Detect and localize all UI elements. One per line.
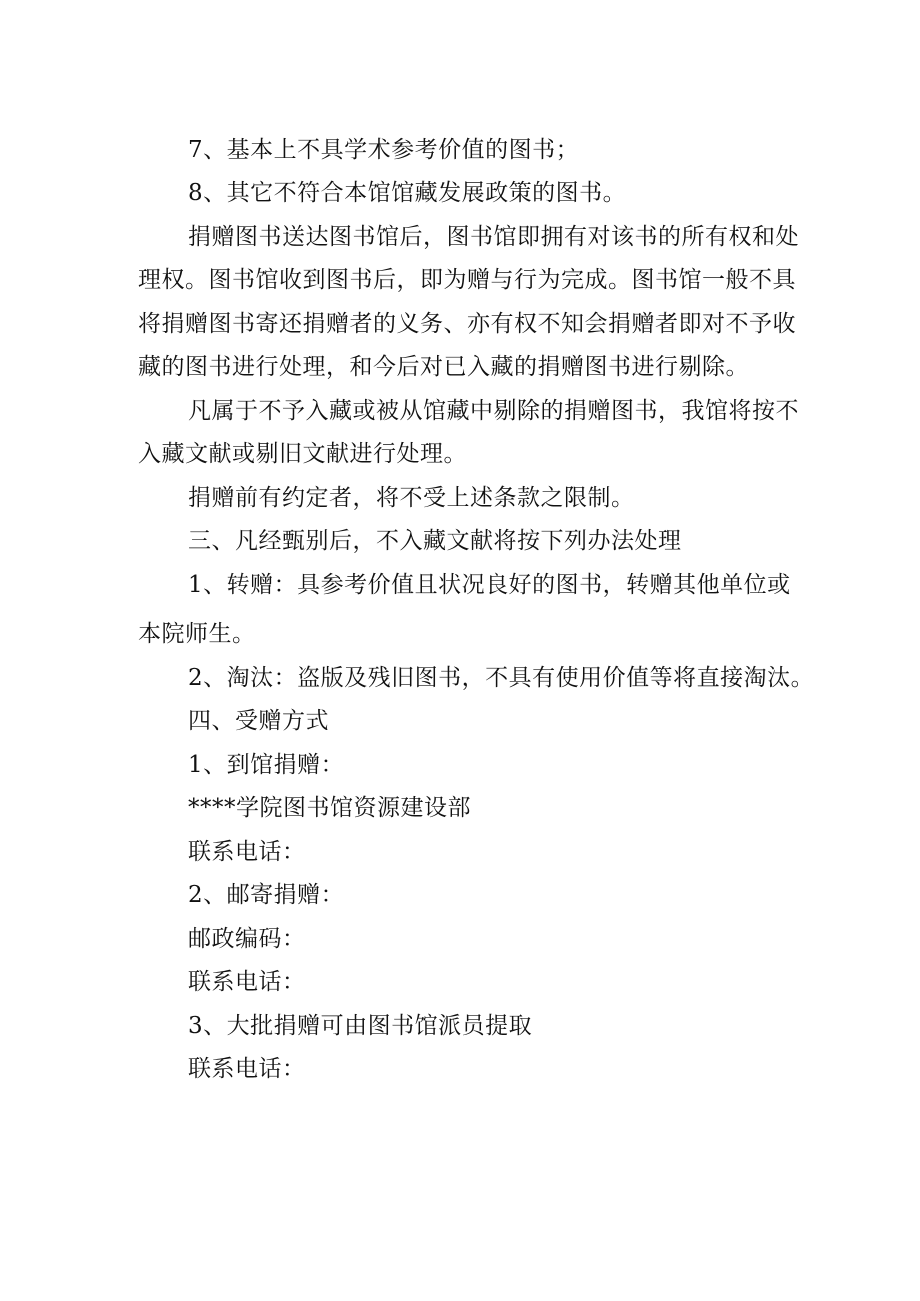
text-line: 邮政编码： [188, 926, 306, 952]
text-line: 1、到馆捐赠： [188, 752, 345, 778]
paragraph-line: 本院师生。 [138, 621, 256, 647]
text-line: 3、大批捐赠可由图书馆派员提取 [188, 1013, 533, 1039]
section-heading: 三、凡经甄别后，不入藏文献将按下列办法处理 [188, 528, 682, 554]
text-line: 联系电话： [188, 839, 306, 865]
paragraph-line: 凡属于不予入藏或被从馆藏中剔除的捐赠图书，我馆将按不 [188, 398, 799, 424]
text-line: 2、邮寄捐赠： [188, 882, 345, 908]
text-line: 联系电话： [188, 969, 306, 995]
paragraph-line: 将捐赠图书寄还捐赠者的义务、亦有权不知会捐赠者即对不予收 [138, 311, 796, 337]
paragraph-line: 入藏文献或剔旧文献进行处理。 [138, 441, 467, 467]
text-line: 联系电话： [188, 1056, 306, 1082]
paragraph-line: 捐赠图书送达图书馆后，图书馆即拥有对该书的所有权和处 [188, 224, 799, 250]
section-heading: 四、受赠方式 [188, 708, 329, 734]
text-line: 7、基本上不具学术参考价值的图书； [188, 137, 580, 163]
text-line: ****学院图书馆资源建设部 [188, 795, 471, 821]
paragraph-line: 藏的图书进行处理，和今后对已入藏的捐赠图书进行剔除。 [138, 354, 749, 380]
paragraph-line: 2、淘汰：盗版及残旧图书，不具有使用价值等将直接淘汰。 [188, 665, 815, 691]
paragraph-line: 捐赠前有约定者，将不受上述条款之限制。 [188, 485, 635, 511]
paragraph-line: 1、转赠：具参考价值且状况良好的图书，转赠其他单位或 [188, 572, 791, 598]
paragraph-line: 理权。图书馆收到图书后，即为赠与行为完成。图书馆一般不具 [138, 267, 796, 293]
text-line: 8、其它不符合本馆馆藏发展政策的图书。 [188, 180, 627, 206]
